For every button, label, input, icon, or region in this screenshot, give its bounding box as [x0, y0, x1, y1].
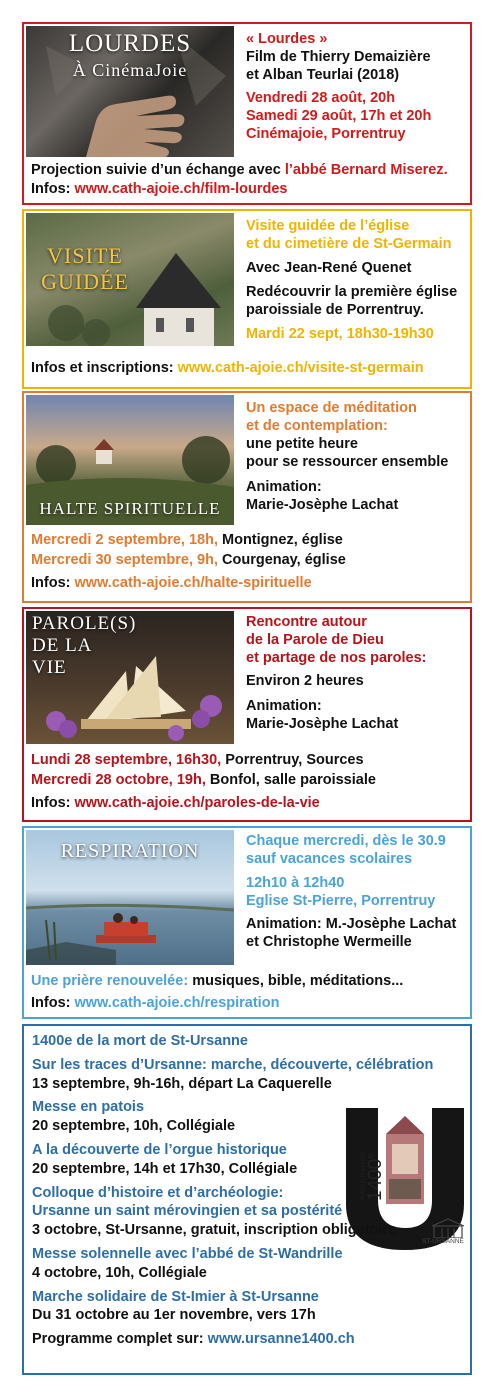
lourdes-infos-label: Infos:: [31, 181, 71, 197]
ursanne-item-title2: Ursanne un saint mérovingien et sa postérité: [32, 1203, 343, 1220]
paroles-title1: Rencontre autour: [246, 614, 367, 630]
lourdes-projection-text: Projection suivie d’un échange avec: [31, 162, 281, 178]
ursanne-program: [32, 1330, 464, 1349]
ursanne-logo-programme: PROGRAMME: [361, 1149, 367, 1199]
lourdes-place: Cinémajoie, Porrentruy: [246, 126, 406, 142]
event-st-ursanne: [22, 1024, 472, 1375]
ursanne-program-label: Programme complet sur:: [32, 1331, 204, 1348]
respiration-title2: sauf vacances scolaires: [246, 851, 413, 867]
paroles-image-title2: DE LA: [32, 635, 93, 656]
respiration-infos-label: Infos:: [31, 995, 71, 1011]
halte-place2: Courgenay, église: [222, 552, 346, 568]
respiration-infos-link[interactable]: www.cath-ajoie.ch/respiration: [74, 995, 280, 1011]
ursanne-item-title: Messe solennelle avec l’abbé de St-Wandrille: [32, 1245, 343, 1262]
respiration-title1: Chaque mercredi, dès le 30.9: [246, 833, 446, 849]
lourdes-image: [26, 26, 234, 157]
paroles-anim-name: Marie-Josèphe Lachat: [246, 716, 399, 732]
paroles-infos-link[interactable]: www.cath-ajoie.ch/paroles-de-la-vie: [74, 795, 320, 811]
lourdes-line2: et Alban Teurlai (2018): [246, 67, 400, 83]
visite-image-title1: VISITE: [47, 243, 123, 268]
paroles-bottom: [31, 750, 466, 813]
ursanne-logo-number-sup: e: [365, 1153, 377, 1159]
respiration-bottom: [31, 970, 466, 1014]
ursanne-logo-place: ST-URSANNE: [422, 1238, 464, 1245]
paroles-anim-label: Animation:: [246, 698, 322, 714]
halte-date2: Mercredi 30 septembre, 9h,: [31, 552, 218, 568]
ursanne-item-title: Marche solidaire de St-Imier à St-Ursanne: [32, 1288, 319, 1305]
visite-infos-label: Infos et inscriptions:: [31, 360, 174, 376]
lourdes-infos-link[interactable]: www.cath-ajoie.ch/film-lourdes: [74, 181, 288, 197]
visite-title1: Visite guidée de l’église: [246, 218, 410, 234]
visite-image: [26, 213, 234, 346]
respiration-text: [246, 832, 464, 951]
halte-infos-label: Infos:: [31, 575, 71, 591]
ursanne-item-detail: 3 octobre, St-Ursanne, gratuit, inscription obligatoire: [32, 1222, 397, 1239]
lourdes-date2: Samedi 29 août, 17h et 20h: [246, 108, 432, 124]
ursanne-heading: 1400e de la mort de St-Ursanne: [32, 1033, 248, 1049]
ursanne-item-title: A la découverte de l’orgue historique: [32, 1141, 287, 1158]
ursanne-item-detail: 20 septembre, 10h, Collégiale: [32, 1118, 236, 1135]
ursanne-list: [32, 1032, 464, 1349]
paroles-image: [26, 611, 234, 744]
ursanne-item-detail: Du 31 octobre au 1er novembre, vers 17h: [32, 1307, 316, 1324]
lourdes-bottom: [31, 161, 466, 199]
respiration-image-title: RESPIRATION: [60, 840, 200, 862]
ursanne-item-detail: 13 septembre, 9h-16h, départ La Caquerelle: [32, 1075, 332, 1092]
lourdes-date1: Vendredi 28 août, 20h: [246, 90, 396, 106]
respiration-image: [26, 830, 234, 965]
halte-anim-name: Marie-Josèphe Lachat: [246, 497, 399, 513]
respiration-place: Eglise St-Pierre, Porrentruy: [246, 893, 436, 909]
halte-title1: Un espace de méditation: [246, 400, 417, 416]
ursanne-item-title: Sur les traces d’Ursanne: marche, découverte, célébration: [32, 1056, 434, 1073]
halte-anim-label: Animation:: [246, 479, 322, 495]
visite-with: Avec Jean-René Quenet: [246, 260, 412, 276]
event-paroles-de-la-vie: [22, 607, 472, 822]
visite-infos-link[interactable]: www.cath-ajoie.ch/visite-st-germain: [177, 360, 424, 376]
lourdes-title: « Lourdes »: [246, 31, 328, 47]
lourdes-image-title: LOURDES: [68, 30, 192, 57]
respiration-anim2: et Christophe Wermeille: [246, 934, 412, 950]
respiration-prayer-text: musiques, bible, méditations...: [192, 973, 404, 989]
lourdes-line1: Film de Thierry Demaizière: [246, 49, 431, 65]
ursanne-item-detail: 20 septembre, 14h et 17h30, Collégiale: [32, 1160, 298, 1177]
visite-text: [246, 217, 464, 343]
paroles-place1: Porrentruy, Sources: [225, 752, 364, 768]
halte-image-title: HALTE SPIRITUELLE: [39, 499, 221, 518]
paroles-date1: Lundi 28 septembre, 16h30,: [31, 752, 222, 768]
halte-desc2: pour se ressourcer ensemble: [246, 454, 449, 470]
paroles-title2: de la Parole de Dieu: [246, 632, 384, 648]
event-visite-guidee: [22, 209, 472, 389]
paroles-image-title1: PAROLE(S): [32, 613, 137, 634]
paroles-text: [246, 613, 464, 733]
visite-desc2: paroissiale de Porrentruy.: [246, 302, 424, 318]
ursanne-item-title: Messe en patois: [32, 1099, 145, 1116]
lourdes-text: [246, 30, 464, 143]
paroles-duration: Environ 2 heures: [246, 673, 364, 689]
visite-date: Mardi 22 sept, 18h30-19h30: [246, 326, 434, 342]
halte-infos-link[interactable]: www.cath-ajoie.ch/halte-spirituelle: [74, 575, 312, 591]
halte-date1: Mercredi 2 septembre, 18h,: [31, 532, 218, 548]
respiration-prayer-label: Une prière renouvelée:: [31, 973, 189, 989]
lourdes-projection-name: l’abbé Bernard Miserez.: [284, 162, 448, 178]
halte-bottom: [31, 530, 466, 593]
respiration-time: 12h10 à 12h40: [246, 875, 345, 891]
paroles-date2: Mercredi 28 octobre, 19h,: [31, 772, 206, 788]
halte-image: [26, 395, 234, 525]
halte-desc1: une petite heure: [246, 436, 358, 452]
visite-desc1: Redécouvrir la première église: [246, 284, 458, 300]
halte-title2: et de contemplation:: [246, 418, 388, 434]
visite-image-title2: GUIDÉE: [41, 269, 129, 294]
ursanne-item-title: Colloque d’histoire et d’archéologie:: [32, 1184, 284, 1201]
halte-place1: Montignez, église: [222, 532, 343, 548]
event-respiration: [22, 826, 472, 1019]
paroles-infos-label: Infos:: [31, 795, 71, 811]
halte-text: [246, 399, 464, 514]
visite-title2: et du cimetière de St-Germain: [246, 236, 452, 252]
event-lourdes: [22, 22, 472, 205]
event-halte-spirituelle: [22, 391, 472, 603]
paroles-place2: Bonfol, salle paroissiale: [209, 772, 376, 788]
lourdes-image-subtitle: À CinémaJoie: [72, 60, 188, 80]
respiration-anim1: Animation: M.-Josèphe Lachat: [246, 916, 457, 932]
ursanne-item-detail: 4 octobre, 10h, Collégiale: [32, 1264, 207, 1281]
ursanne-program-link[interactable]: www.ursanne1400.ch: [207, 1331, 355, 1348]
ursanne-logo-number-value: 1400: [365, 1158, 386, 1201]
paroles-title3: et partage de nos paroles:: [246, 650, 427, 666]
paroles-image-title3: VIE: [32, 657, 67, 678]
visite-bottom: [31, 359, 466, 378]
